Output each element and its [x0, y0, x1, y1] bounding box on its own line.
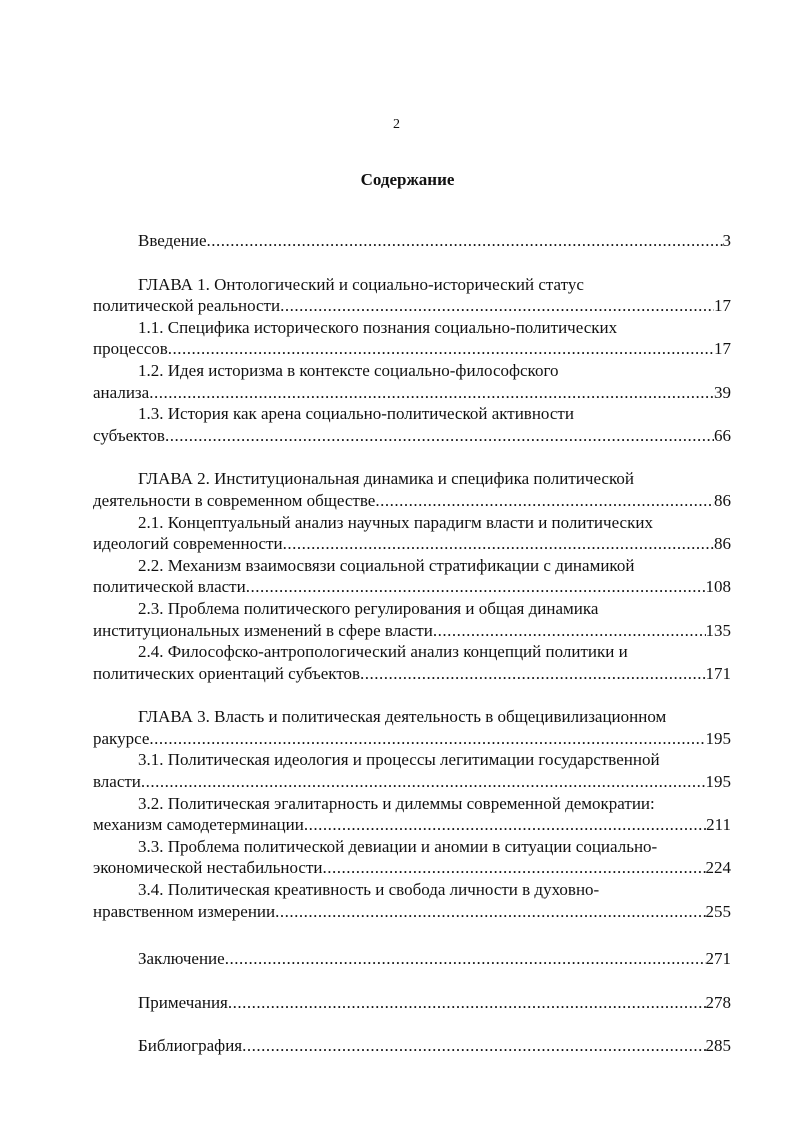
chapter-heading-cont: [93, 490, 731, 512]
subsection-line: 3.4. Политическая креативность и свобода личности в духовно-: [138, 880, 600, 900]
leader-dots: [149, 382, 714, 404]
toc-entry-text: Библиография: [138, 1036, 243, 1056]
toc-entry-conclusion: [93, 948, 731, 970]
subsection-line: 3.2. Политическая эгалитарность и дилеммы современной демократии:: [138, 793, 655, 813]
subsection-cont: [93, 425, 731, 447]
toc-entry-text: экономической нестабильности: [93, 858, 323, 878]
toc-entry-text: нравственном измерении: [93, 901, 276, 921]
toc-entry-text: политической власти: [93, 577, 246, 597]
subsection-cont: [93, 576, 731, 598]
toc-chapter-2: [93, 468, 731, 684]
toc-entry-page: 278: [705, 992, 731, 1012]
page-number: 2: [393, 117, 400, 132]
toc-entry-text: процессов: [93, 339, 168, 359]
subsection-line: 2.1. Концептуальный анализ научных парадигм власти и политических: [138, 512, 653, 532]
table-of-contents: [93, 230, 731, 1079]
chapter-heading-cont: [93, 295, 731, 317]
toc-entry-text: Введение: [138, 231, 207, 250]
subsection-line: 1.3. История как арена социально-политической активности: [138, 404, 574, 424]
leader-dots: [149, 728, 705, 750]
toc-entry-page: 39: [714, 382, 731, 402]
leader-dots: [360, 663, 705, 685]
toc-entry-page: 195: [705, 772, 731, 792]
chapter-heading-cont: [93, 728, 731, 750]
subsection-line: 2.4. Философско-антропологический анализ концепций политики и: [138, 642, 628, 662]
subsection-line: 1.1. Специфика исторического познания социально-политических: [138, 317, 618, 337]
subsection-line: 2.3. Проблема политического регулирования и общая динамика: [138, 598, 599, 618]
toc-chapter-3: [93, 706, 731, 922]
toc-entry-text: анализа: [93, 382, 150, 402]
subsection-line: 3.1. Политическая идеология и процессы легитимации государственной: [138, 750, 660, 770]
toc-entry-page: 285: [705, 1036, 731, 1056]
leader-dots: [165, 425, 714, 447]
toc-entry-text: Заключение: [138, 949, 225, 969]
toc-title: Содержание: [360, 170, 455, 189]
toc-entry-bibliography: [93, 1035, 731, 1057]
toc-entry-page: 211: [706, 815, 731, 835]
subsection-cont: [93, 382, 731, 404]
subsection-line: 3.3. Проблема политической девиации и аномии в ситуации социально-: [138, 836, 658, 856]
toc-entry-text: Примечания: [138, 992, 228, 1012]
subsection-line: 1.2. Идея историзма в контексте социально-философского: [138, 360, 559, 380]
toc-entry-page: 17: [714, 339, 731, 359]
toc-entry-page: 86: [714, 490, 731, 510]
subsection-line: 2.2. Механизм взаимосвязи социальной стратификации с динамикой: [138, 555, 635, 575]
leader-dots: [433, 620, 706, 642]
chapter-heading-line: ГЛАВА 3. Власть и политическая деятельность в общецивилизационном: [138, 707, 667, 727]
leader-dots: [141, 771, 706, 793]
toc-entry-notes: [93, 992, 731, 1014]
subsection-cont: [93, 857, 731, 879]
toc-entry-page: 66: [714, 425, 731, 445]
subsection-cont: [93, 814, 731, 836]
chapter-heading-line: ГЛАВА 1. Онтологический и социально-исторический статус: [138, 274, 584, 294]
leader-dots: [283, 533, 714, 555]
toc-intro-section: [93, 230, 731, 252]
toc-entry-text: ракурсе: [93, 728, 150, 748]
leader-dots: [246, 576, 706, 598]
subsection-cont: [93, 620, 731, 642]
chapter-heading-line: ГЛАВА 2. Институциональная динамика и специфика политической: [138, 469, 634, 489]
toc-entry-page: 17: [714, 296, 731, 316]
subsection-cont: [93, 533, 731, 555]
toc-entry-intro: [93, 230, 731, 252]
toc-entry-text: механизм самодетерминации: [93, 815, 304, 835]
subsection-cont: [93, 338, 731, 360]
toc-entry-text: субъектов: [93, 425, 165, 445]
subsection-cont: [93, 663, 731, 685]
subsection-cont: [93, 901, 731, 923]
toc-entry-page: 271: [705, 949, 731, 969]
toc-entry-text: политических ориентаций субъектов: [93, 663, 361, 683]
leader-dots: [280, 295, 714, 317]
leader-dots: [228, 992, 706, 1014]
toc-entry-page: 108: [705, 577, 731, 597]
leader-dots: [242, 1035, 705, 1057]
leader-dots: [304, 814, 706, 836]
toc-chapter-1: [93, 274, 731, 447]
subsection-cont: [93, 771, 731, 793]
toc-endings: [93, 948, 731, 1057]
toc-entry-page: 171: [705, 663, 731, 683]
toc-entry-text: институциональных изменений в сфере власти: [93, 620, 433, 640]
toc-entry-page: 3: [722, 231, 731, 250]
toc-entry-text: политической реальности: [93, 296, 281, 316]
toc-entry-page: 195: [705, 728, 731, 748]
toc-entry-page: 255: [705, 901, 731, 921]
toc-entry-text: идеологий современности: [93, 534, 283, 554]
leader-dots: [275, 901, 705, 923]
toc-entry-page: 135: [705, 620, 731, 640]
toc-entry-text: деятельности в современном обществе: [93, 490, 376, 510]
toc-entry-page: 224: [705, 858, 731, 878]
toc-entry-text: власти: [93, 772, 141, 792]
toc-entry-page: 86: [714, 534, 731, 554]
leader-dots: [225, 948, 706, 970]
leader-dots: [207, 230, 723, 252]
leader-dots: [168, 338, 714, 360]
leader-dots: [375, 490, 714, 512]
leader-dots: [323, 857, 706, 879]
